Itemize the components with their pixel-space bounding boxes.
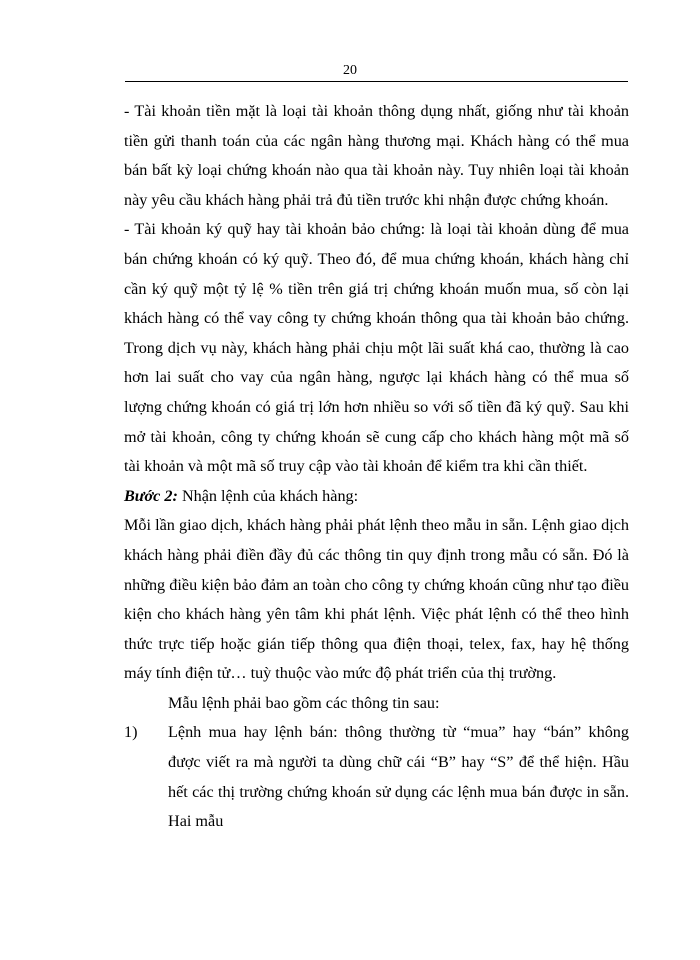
paragraph-order-intro: Mỗi lần giao dịch, khách hàng phải phát lệnh theo mẫu in sẵn. Lệnh giao dịch khách hàng phải điền đầy đủ các thông tin quy định trong mẫu có sẵn. Đó là những điều kiện bảo đảm an toàn cho công ty chứng khoán cũng như tạo điều kiện cho khách hàng yên tâm khi phát lệnh. Việc phát lệnh có thể theo hình thức trực tiếp hoặc gián tiếp thông qua điện thoại, telex, fax, hay hệ thống máy tính điện tử… tuỳ thuộc vào mức độ phát triển của thị trường. <box>124 516 629 683</box>
paragraph-cash-account: - Tài khoản tiền mặt là loại tài khoản thông dụng nhất, giống như tài khoản tiền gửi thanh toán của các ngân hàng thương mại. Khách hàng có thể mua bán bất kỳ loại chứng khoán nào qua tài khoản này. Tuy nhiên loại tài khoản này yêu cầu khách hàng phải trả đủ tiền trước khi nhận được chứng khoán. <box>124 102 629 209</box>
page-number: 20 <box>343 63 357 78</box>
header-rule <box>125 81 628 82</box>
paragraph-margin-account: - Tài khoản ký quỹ hay tài khoản bảo chứng: là loại tài khoản dùng để mua bán chứng khoán có ký quỹ. Theo đó, để mua chứng khoán, khách hàng chỉ cần ký quỹ một tỷ lệ % tiền trên giá trị chứng khoán muốn mua, số còn lại khách hàng có thể vay công ty chứng khoán thông qua tài khoản bảo chứng. Trong dịch vụ này, khách hàng phải chịu một lãi suất khá cao, thường là cao hơn lai suất cho vay của ngân hàng, ngược lại khách hàng có thể mua số lượng chứng khoán có giá trị lớn hơn nhiều so với số tiền đã ký quỹ. Sau khi mở tài khoản, công ty chứng khoán sẽ cung cấp cho khách hàng một mã số tài khoản và một mã số truy cập vào tài khoản để kiểm tra khi cần thiết. <box>124 220 629 476</box>
list-item <box>124 718 629 836</box>
step-2-label: Bước 2: <box>124 486 178 505</box>
page-body <box>124 97 629 837</box>
step-2-title: Nhận lệnh của khách hàng: <box>177 486 359 505</box>
step-2-heading <box>124 482 629 512</box>
list-item-text: Lệnh mua hay lệnh bán: thông thường từ “mua” hay “bán” không được viết ra mà người ta dùng chữ cái “B” hay “S” để thể hiện. Hầu hết các thị trường chứng khoán sử dụng các lệnh mua bán được in sẵn. Hai mẫu <box>168 723 629 831</box>
paragraph-form-must-include: Mẫu lệnh phải bao gồm các thông tin sau: <box>168 693 440 712</box>
list-item-number: 1) <box>124 723 138 742</box>
